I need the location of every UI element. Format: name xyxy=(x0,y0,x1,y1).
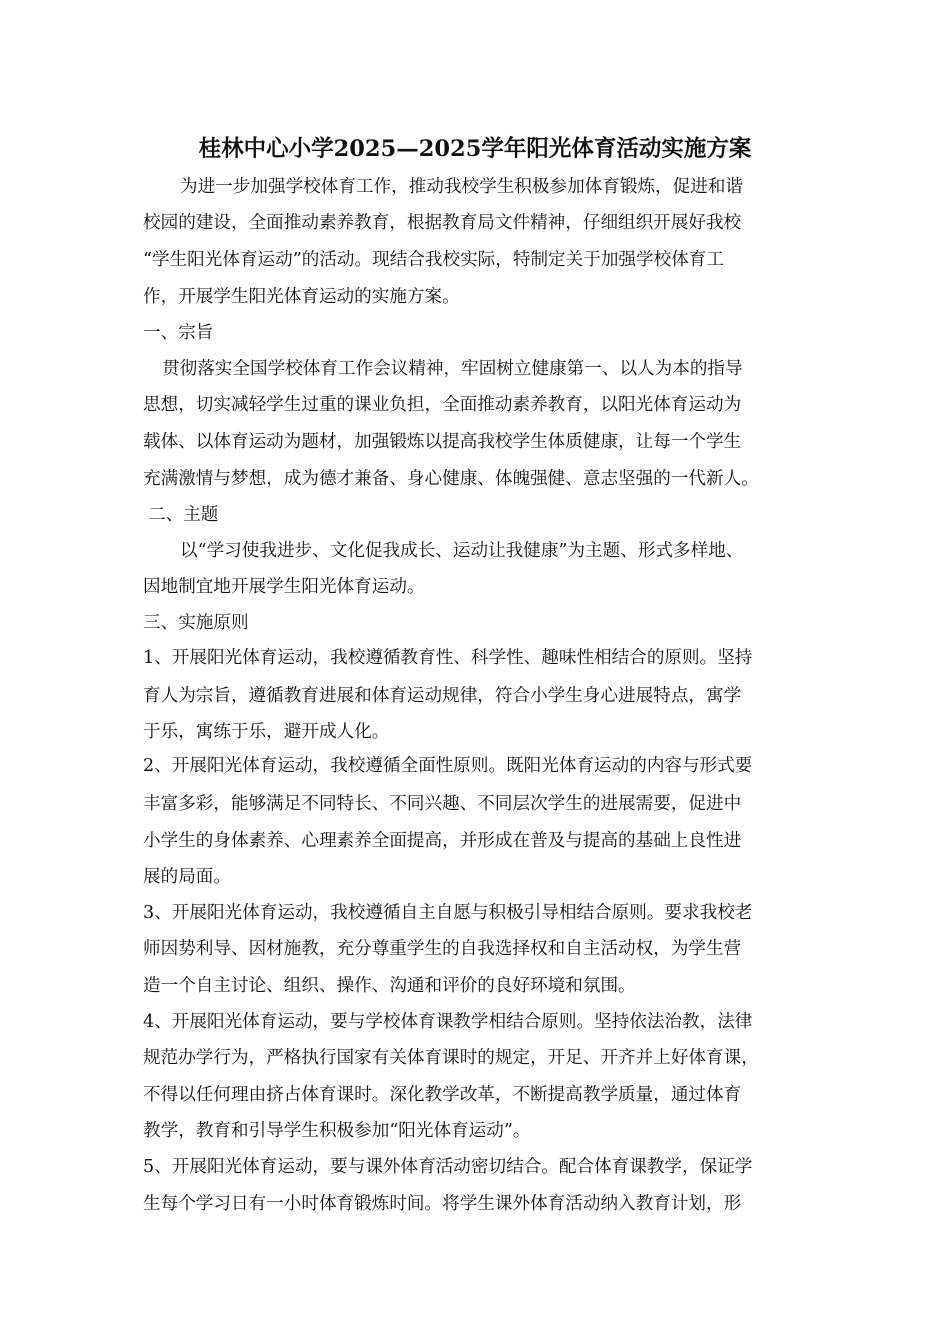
body-line: 师因势利导、因材施教，充分尊重学生的自我选择权和自主活动权，为学生营 xyxy=(143,939,742,959)
section-heading: 三、实施原则 xyxy=(143,613,249,633)
body-line: 校园的建设，全面推动素养教育，根据教育局文件精神，仔细组织开展好我校 xyxy=(143,213,742,233)
body-line: 思想，切实减轻学生过重的课业负担，全面推动素养教育，以阳光体育运动为 xyxy=(143,395,742,415)
body-line: 不得以任何理由挤占体育课时。深化教学改革，不断提高教学质量，通过体育 xyxy=(143,1085,742,1105)
body-line: 充满激情与梦想，成为德才兼备、身心健康、体魄强健、意志坚强的一代新人。 xyxy=(143,469,759,489)
body-line: 3、开展阳光体育运动，我校遵循自主自愿与积极引导相结合原则。要求我校老 xyxy=(143,903,753,923)
body-line: 作，开展学生阳光体育运动的实施方案。 xyxy=(143,287,460,307)
body-line: 规范办学行为，严格执行国家有关体育课时的规定，开足、开齐并上好体育课， xyxy=(143,1048,759,1068)
section-heading: 一、宗旨 xyxy=(143,323,214,343)
body-line: 教学，教育和引导学生积极参加“阳光体育运动”。 xyxy=(143,1121,531,1141)
body-line: 生每个学习日有一小时体育锻炼时间。将学生课外体育活动纳入教育计划，形 xyxy=(143,1194,742,1214)
body-line: 1、开展阳光体育运动，我校遵循教育性、科学性、趣味性相结合的原则。坚持 xyxy=(143,648,753,668)
document-title: 桂林中心小学2025—2025学年阳光体育活动实施方案 xyxy=(198,136,752,162)
body-line: 以“学习使我进步、文化促我成长、运动让我健康”为主题、形式多样地、 xyxy=(180,541,744,561)
body-line: 丰富多彩，能够满足不同特长、不同兴趣、不同层次学生的进展需要，促进中 xyxy=(143,794,742,814)
body-line: 5、开展阳光体育运动，要与课外体育活动密切结合。配合体育课教学，保证学 xyxy=(143,1157,753,1177)
body-line: 载体、以体育运动为题材，加强锻炼以提高我校学生体质健康，让每一个学生 xyxy=(143,432,742,452)
body-line: “学生阳光体育运动”的活动。现结合我校实际，特制定关于加强学校体育工 xyxy=(143,250,724,270)
body-line: 4、开展阳光体育运动，要与学校体育课教学相结合原则。坚持依法治教，法律 xyxy=(143,1012,753,1032)
body-line: 为进一步加强学校体育工作，推动我校学生积极参加体育锻炼，促进和谐 xyxy=(180,177,744,197)
body-line: 小学生的身体素养、心理素养全面提高，并形成在普及与提高的基础上良性进 xyxy=(143,831,742,851)
body-line: 展的局面。 xyxy=(143,867,231,887)
body-line: 于乐，寓练于乐，避开成人化。 xyxy=(143,722,390,742)
body-line: 造一个自主讨论、组织、操作、沟通和评价的良好环境和氛围。 xyxy=(143,976,636,996)
body-line: 2、开展阳光体育运动，我校遵循全面性原则。既阳光体育运动的内容与形式要 xyxy=(143,756,753,776)
body-line: 因地制宜地开展学生阳光体育运动。 xyxy=(143,577,425,597)
section-heading: 二、主题 xyxy=(148,505,219,525)
body-line: 贯彻落实全国学校体育工作会议精神，牢固树立健康第一、以人为本的指导 xyxy=(162,359,743,379)
body-line: 育人为宗旨，遵循教育进展和体育运动规律，符合小学生身心进展特点，寓学 xyxy=(143,686,742,706)
